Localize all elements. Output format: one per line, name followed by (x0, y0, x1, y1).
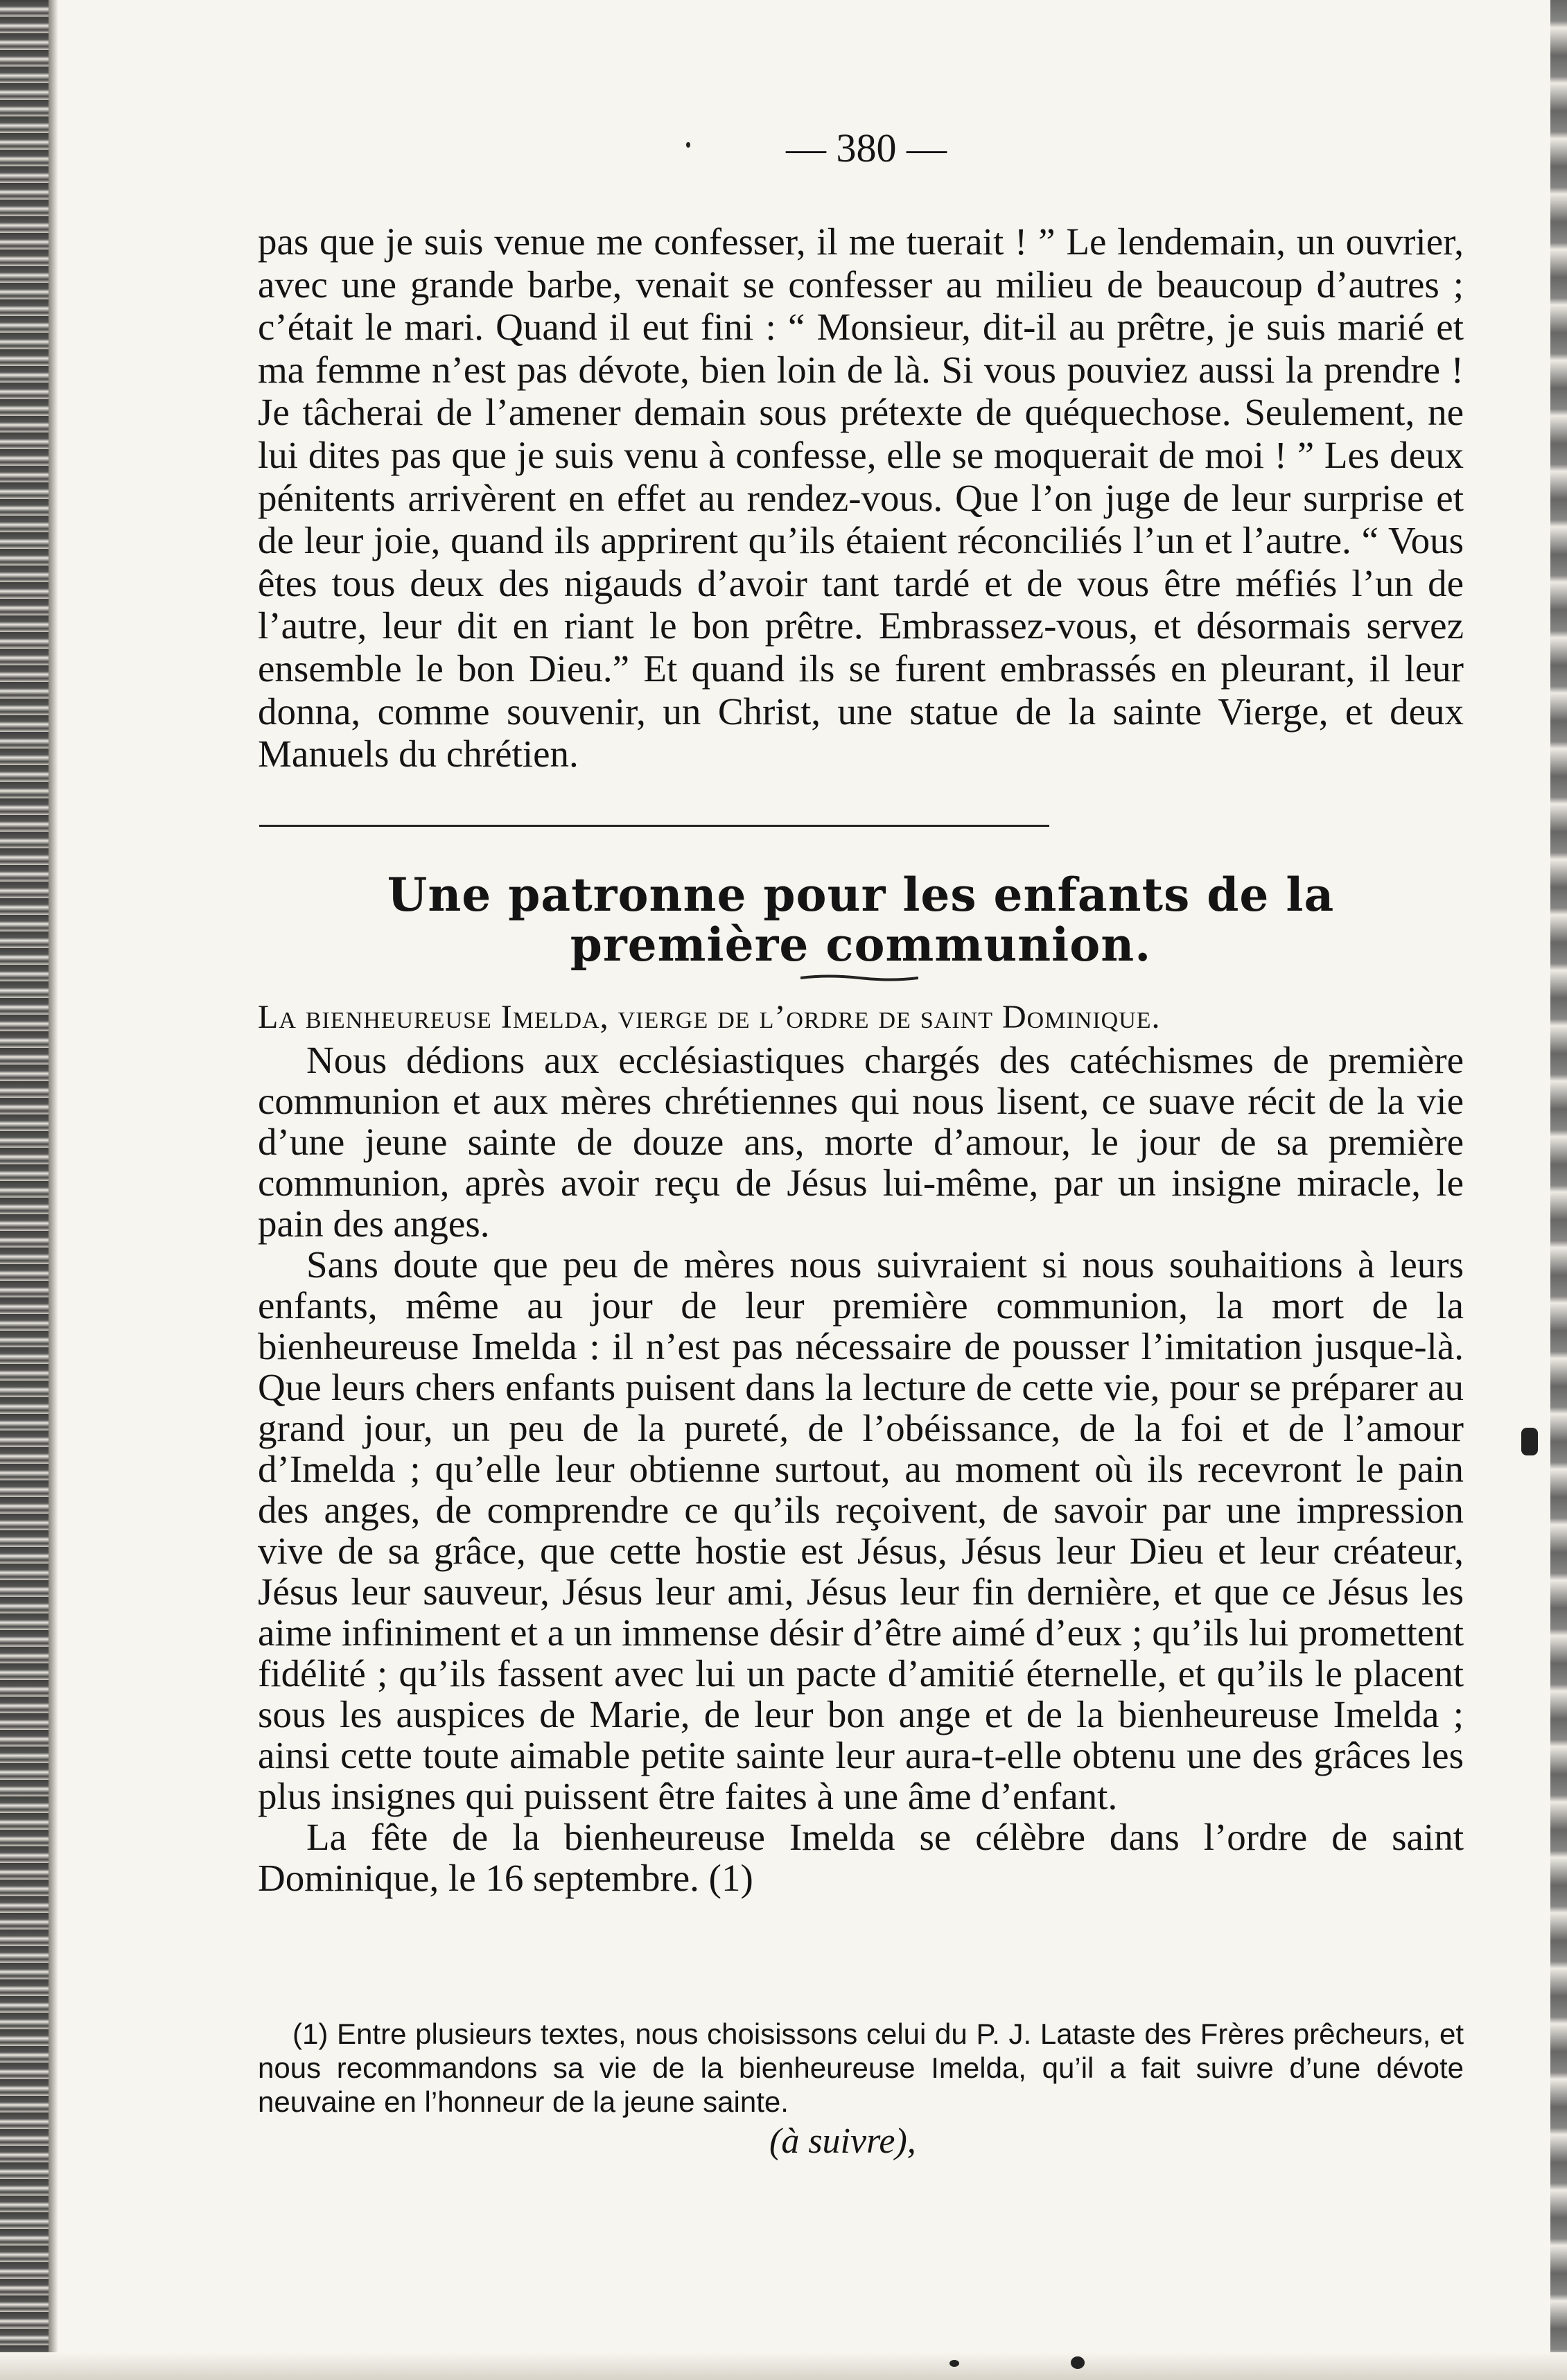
print-speck (949, 2360, 959, 2367)
print-speck (1071, 2356, 1085, 2369)
paragraph: Nous dédions aux ecclésiastiques chargés des catéchismes de première communion et aux mères chrétiennes qui nous lisent, ce suave récit de la vie d’une jeune sainte de douze ans, morte d’amour, le jour de sa première communion, après avoir reçu de Jésus lui-même, par un insigne miracle, le pain des anges. (258, 1039, 1464, 1245)
heading-line-2: première communion. (570, 918, 1152, 972)
paragraph: La fête de la bienheureuse Imelda se célèbre dans l’ordre de saint Dominique, le 16 septembre. (1) (258, 1816, 1464, 1899)
print-speck (686, 142, 690, 148)
section-subtitle: La bienheureuse Imelda, vierge de l’ordre de saint Dominique. (258, 999, 1161, 1035)
footnote (258, 2017, 1464, 2119)
page-number: — 380 — (786, 125, 947, 170)
page-binding-edge (0, 0, 49, 2380)
page-binding-shadow (49, 0, 58, 2380)
paragraph-continuation: pas que je suis venue me confesser, il me tuerait ! ” Le lendemain, un ouvrier, avec une grande barbe, venait se confesser au milieu de beaucoup d’autres ; c’était le mari. Quand il eut fini : “ Monsieur, dit-il au prêtre, je suis marié et ma femme n’est pas dévote, bien loin de là. Si vous pouviez aussi la prendre ! Je tâcherai de l’amener demain sous prétexte de quéquechose. Seulement, ne lui dites pas que je suis venu à confesse, elle se moquerait de moi ! ” Les deux pénitents arrivèrent en effet au rendez-vous. Que l’on juge de leur surprise et de leur joie, quand ils apprirent qu’ils étaient réconciliés l’un et l’autre. “ Vous êtes tous deux des nigauds d’avoir tant tardé et de vous être méfiés l’un de l’autre, leur dit en riant le bon prêtre. Embrassez-vous, et désormais servez ensemble le bon Dieu.” Et quand ils se furent embrassés en pleurant, il leur donna, comme souvenir, un Christ, une statue de la sainte Vierge, et deux Manuels du chrétien. (258, 220, 1464, 776)
paragraph: Sans doute que peu de mères nous suivraient si nous souhaitions à leurs enfants, même au jour de leur première communion, la mort de la bienheureuse Imelda : il n’est pas nécessaire de pousser l’imitation jusque-là. Que leurs chers enfants puisent dans la lecture de cette vie, pour se préparer au grand jour, un peu de la pureté, de l’obéissance, de la foi et de l’amour d’Imelda ; qu’elle leur obtienne surtout, au moment où ils recevront le pain des anges, de comprendre ce qu’ils reçoivent, de savoir par une impression vive de sa grâce, que cette hostie est Jésus, Jésus leur Dieu et leur créateur, Jésus leur sauveur, Jésus leur ami, Jésus leur fin dernière, et que ce Jésus les aime infiniment et a un immense désir d’être aimé d’eux ; qu’ils lui promettent fidélité ; qu’ils fassent avec lui un pacte d’amitié éternelle, et qu’ils le placent sous les auspices de Marie, de leur bon ange et de la bienheureuse Imelda ; ainsi cette toute aimable petite sainte leur aura-t-elle obtenu une des grâces les plus insignes qui puissent être faites à une âme d’enfant. (258, 1243, 1464, 1817)
section-heading (258, 870, 1464, 970)
section-divider (259, 825, 1049, 827)
ornament-icon (800, 974, 918, 981)
page-bottom-edge (0, 2352, 1567, 2380)
print-speck (1521, 1428, 1538, 1455)
page-right-edge (1550, 0, 1567, 2380)
heading-ornament (800, 972, 918, 979)
to-be-continued: (à suivre), (769, 2121, 916, 2161)
article-body (258, 1040, 1464, 1898)
footnote-text: (1) Entre plusieurs textes, nous choisissons celui du P. J. Lataste des Frères prêcheurs, et nous recommandons sa vie de la bienheureuse Imelda, qu’il a fait suivre d’une dévote neuvaine en l’honneur de la jeune sainte. (258, 2018, 1464, 2118)
heading-line-1: Une patronne pour les enfants de la (387, 868, 1335, 922)
